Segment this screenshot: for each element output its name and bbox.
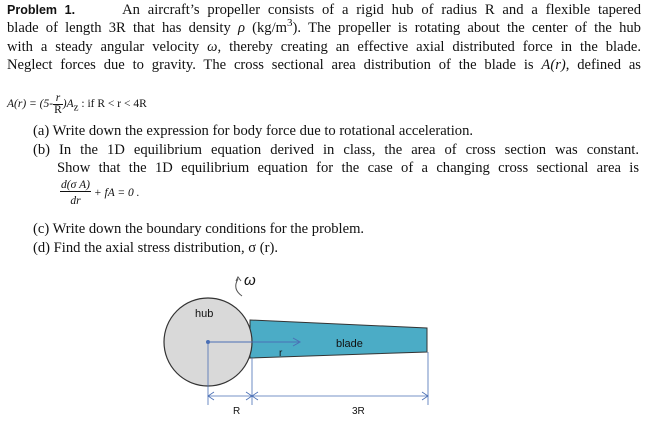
problem-text-2a: blade of length 3R that has density: [7, 20, 238, 37]
question-d: (d) Find the axial stress distribution, σ (r).: [33, 240, 278, 256]
exponent-3: 3: [287, 17, 293, 30]
area-function: A(r): [541, 57, 566, 74]
rotation-arrow: [236, 279, 242, 296]
omega-symbol: ω: [207, 38, 218, 55]
derivative-numerator: d(σ A): [61, 179, 90, 191]
derivative-denominator: dr: [70, 195, 81, 207]
problem-text-3b: , thereby creating an effective axial distributed force in the blade.: [217, 38, 642, 55]
r-label: r: [279, 348, 283, 359]
equation-condition: : if R < r < 4R: [78, 98, 147, 111]
problem-text-2c: ). The propeller is rotating about the center of the hub: [292, 20, 641, 37]
question-b-line-2: Show that the 1D equilibrium equation for the case of a changing cross sectional area is: [57, 160, 639, 176]
equation-subscript: z: [73, 101, 79, 114]
question-a: (a) Write down the expression for body force due to rotational acceleration.: [33, 123, 474, 139]
dim-R-label: R: [233, 406, 241, 417]
hub-label: hub: [195, 308, 214, 320]
problem-label: Problem 1.: [7, 3, 76, 17]
problem-text-4b: , defined as: [565, 57, 641, 74]
rotation-arrow-head-icon: [236, 277, 241, 281]
equation-rest: + fA = 0 .: [90, 187, 140, 200]
dim-3R-label: 3R: [352, 406, 365, 417]
omega-label: ω: [244, 272, 256, 289]
equation-lhs: A(r) = (5-: [7, 98, 54, 111]
fraction-denominator: R: [54, 104, 62, 116]
problem-text-2b: (kg/m: [244, 20, 287, 37]
rho-symbol: ρ: [237, 20, 245, 37]
problem-text-3a: with a steady angular velocity: [7, 38, 208, 55]
question-b-line-1: (b) In the 1D equilibrium equation derived in class, the area of cross section was constant.: [33, 142, 639, 158]
problem-text-4a: Neglect forces due to gravity. The cross sectional area distribution of the blade is: [7, 57, 542, 74]
question-c: (c) Write down the boundary conditions for the problem.: [33, 221, 365, 237]
equation-rhs: )A: [62, 98, 74, 111]
problem-text-1: An aircraft’s propeller consists of a rigid hub of radius R and a flexible tapered: [122, 2, 641, 18]
fraction-numerator: r: [53, 93, 63, 105]
blade-label: blade: [336, 338, 363, 350]
